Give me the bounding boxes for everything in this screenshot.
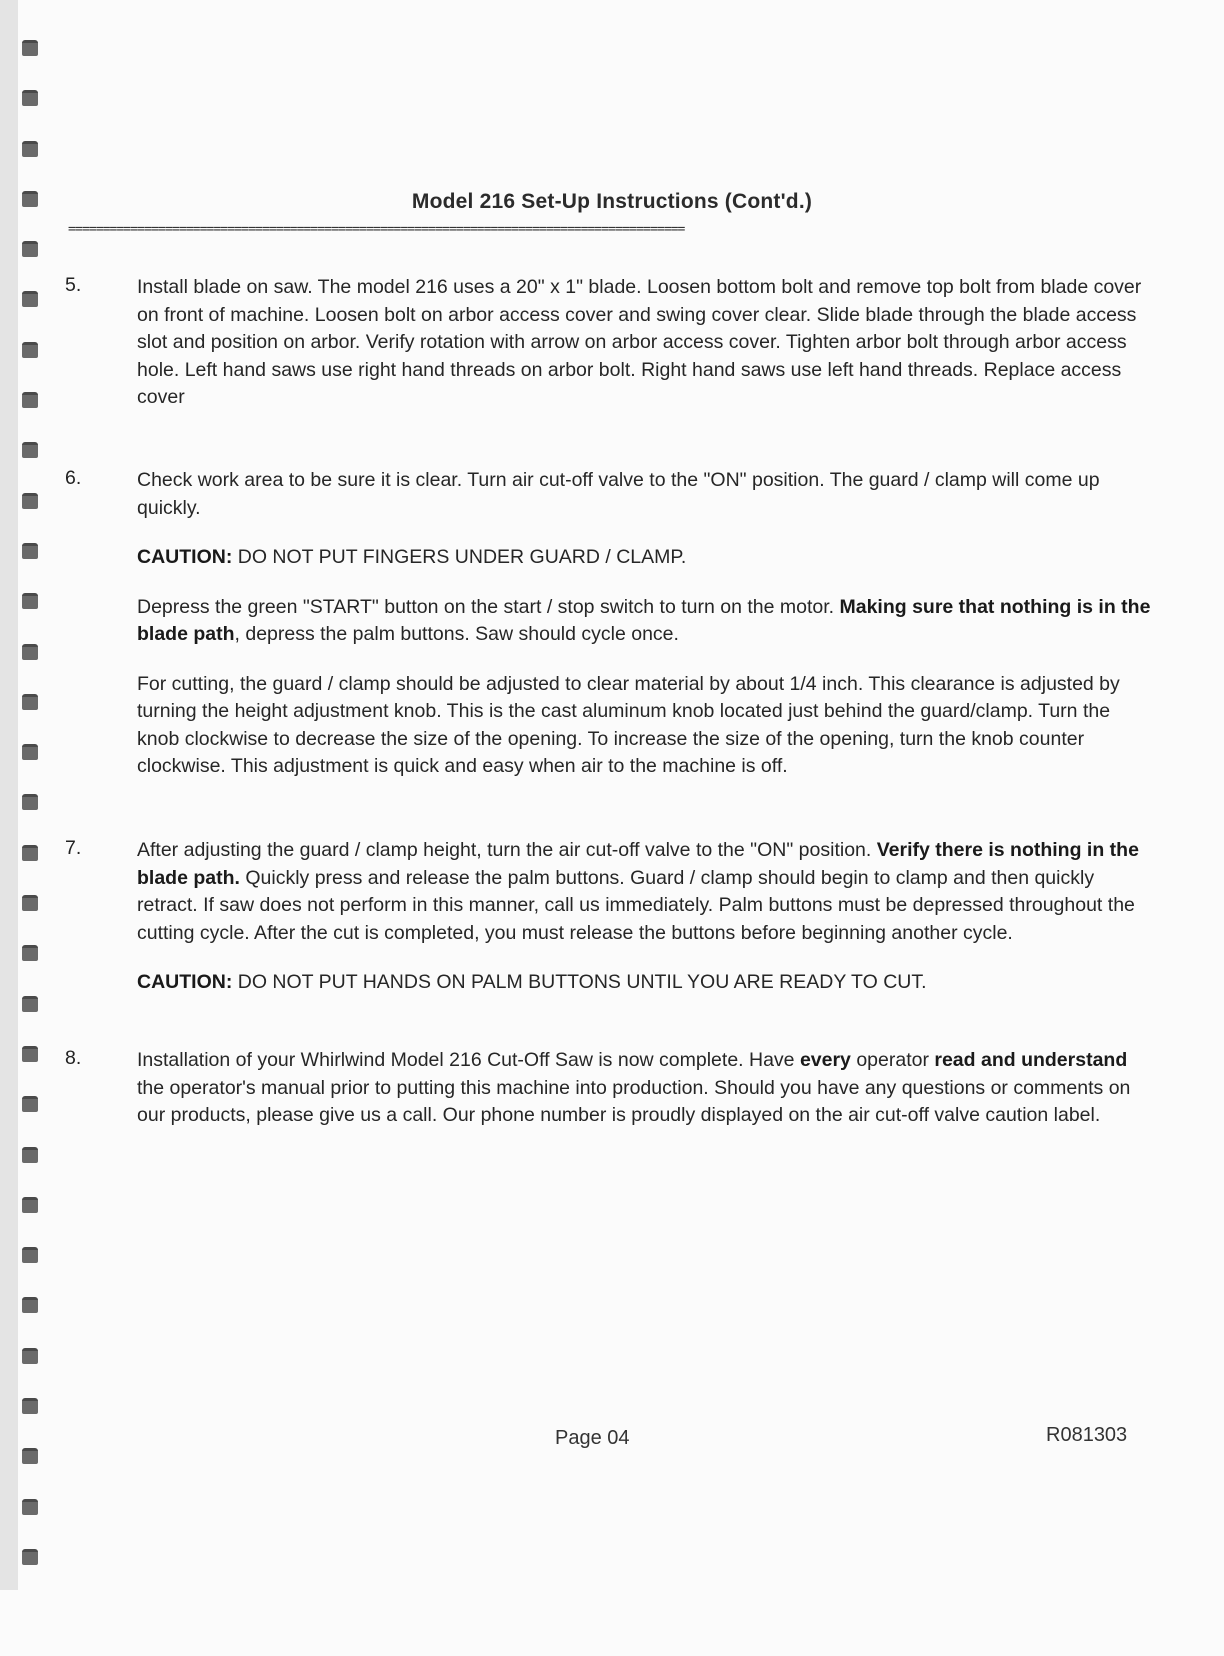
caution-label: CAUTION: xyxy=(137,546,233,568)
text-run: , depress the palm buttons. Saw should cycle once. xyxy=(234,623,679,645)
punch-hole xyxy=(22,90,38,106)
step-paragraph: Check work area to be sure it is clear. Turn air cut-off valve to the "ON" position. The guard / clamp will come up quickly. xyxy=(137,469,1100,519)
step-number: 6. xyxy=(65,467,82,489)
punch-hole xyxy=(22,1348,38,1364)
punch-hole xyxy=(22,40,38,56)
punch-hole xyxy=(22,1297,38,1313)
step-paragraph xyxy=(137,594,1157,649)
punch-hole xyxy=(22,1147,38,1163)
caution-text: DO NOT PUT FINGERS UNDER GUARD / CLAMP. xyxy=(232,546,687,568)
punch-hole xyxy=(22,895,38,911)
punch-hole xyxy=(22,593,38,609)
step-number: 5. xyxy=(65,274,82,296)
punch-hole xyxy=(22,1197,38,1213)
punch-hole xyxy=(22,996,38,1012)
binding-holes xyxy=(22,40,40,1599)
step-8 xyxy=(65,1047,1145,1130)
binding-strip xyxy=(0,0,18,1590)
punch-hole xyxy=(22,543,38,559)
page-title: Model 216 Set-Up Instructions (Cont'd.) xyxy=(411,190,813,213)
punch-hole xyxy=(22,945,38,961)
punch-hole xyxy=(22,1398,38,1414)
step-paragraph xyxy=(137,837,1157,947)
caution-text: DO NOT PUT HANDS ON PALM BUTTONS UNTIL YOU ARE READY TO CUT. xyxy=(232,971,927,993)
punch-hole xyxy=(22,291,38,307)
bold-run: Verify there is nothing in the blade path. xyxy=(137,839,1139,889)
step-5 xyxy=(65,274,1145,412)
bold-run: every xyxy=(799,1049,851,1071)
punch-hole xyxy=(22,1448,38,1464)
text-run: After adjusting the guard / clamp height, turn the air cut-off valve to the "ON" position. xyxy=(137,839,877,861)
text-run: Depress the green "START" button on the start / stop switch to turn on the motor. xyxy=(137,595,840,618)
step-7 xyxy=(65,837,1145,997)
step-paragraph xyxy=(137,1047,1157,1130)
caution-label: CAUTION: xyxy=(137,971,233,993)
punch-hole xyxy=(22,744,38,760)
caution-note xyxy=(137,544,1157,572)
revision-code: R081303 xyxy=(1046,1424,1128,1446)
punch-hole xyxy=(22,845,38,861)
punch-hole xyxy=(22,493,38,509)
punch-hole xyxy=(22,141,38,157)
text-run: Quickly press and release the palm buttons. Guard / clamp should begin to clamp and then quickly retract. If saw does not perform in this manner, call us immediately. Palm buttons must be depressed throughout the cutting cycle. After the cut is completed, you must release the buttons before beginning another cycle. xyxy=(137,866,1135,944)
step-6 xyxy=(65,467,1151,781)
double-rule: ========================================================================================= xyxy=(68,222,685,237)
page-number: Page 04 xyxy=(555,1427,630,1449)
punch-hole xyxy=(22,442,38,458)
step-paragraph: For cutting, the guard / clamp should be adjusted to clear material by about 1/4 inch. This clearance is adjusted by turning the height adjustment knob. This is the cast aluminum knob located just behind the guard/clamp. Turn the knob clockwise to decrease the size of the opening. To increase the size of the opening, turn the knob counter clockwise. This adjustment is quick and easy when air to the machine is off. xyxy=(137,672,1120,777)
punch-hole xyxy=(22,1247,38,1263)
step-number: 7. xyxy=(65,837,82,859)
caution-note xyxy=(137,969,1157,997)
step-paragraph: Install blade on saw. The model 216 uses a 20" x 1" blade. Loosen bottom bolt and remove top bolt from blade cover on front of machine. Loosen bolt on arbor access cover and swing cover clear. Slide blade through the blade access slot and position on arbor. Verify rotation with arrow on arbor access cover. Tighten arbor bolt through arbor access hole. Left hand saws use right hand threads on arbor bolt. Right hand saws use left hand threads. Replace access cover xyxy=(137,276,1142,408)
punch-hole xyxy=(22,241,38,257)
punch-hole xyxy=(22,794,38,810)
punch-hole xyxy=(22,644,38,660)
punch-hole xyxy=(22,1549,38,1565)
punch-hole xyxy=(22,392,38,408)
text-run: operator xyxy=(850,1049,935,1071)
punch-hole xyxy=(22,1096,38,1112)
punch-hole xyxy=(22,342,38,358)
bold-run: Making sure that nothing is in the blade path xyxy=(137,595,1151,645)
bold-run: read and understand xyxy=(934,1049,1128,1071)
punch-hole xyxy=(22,694,38,710)
step-number: 8. xyxy=(65,1047,82,1069)
punch-hole xyxy=(22,1499,38,1515)
punch-hole xyxy=(22,1046,38,1062)
text-run: Installation of your Whirlwind Model 216 Cut-Off Saw is now complete. Have xyxy=(137,1049,800,1071)
text-run: the operator's manual prior to putting this machine into production. Should you have any questions or comments on our products, please give us a call. Our phone number is proudly displayed on the air cut-off valve caution label. xyxy=(137,1076,1131,1126)
